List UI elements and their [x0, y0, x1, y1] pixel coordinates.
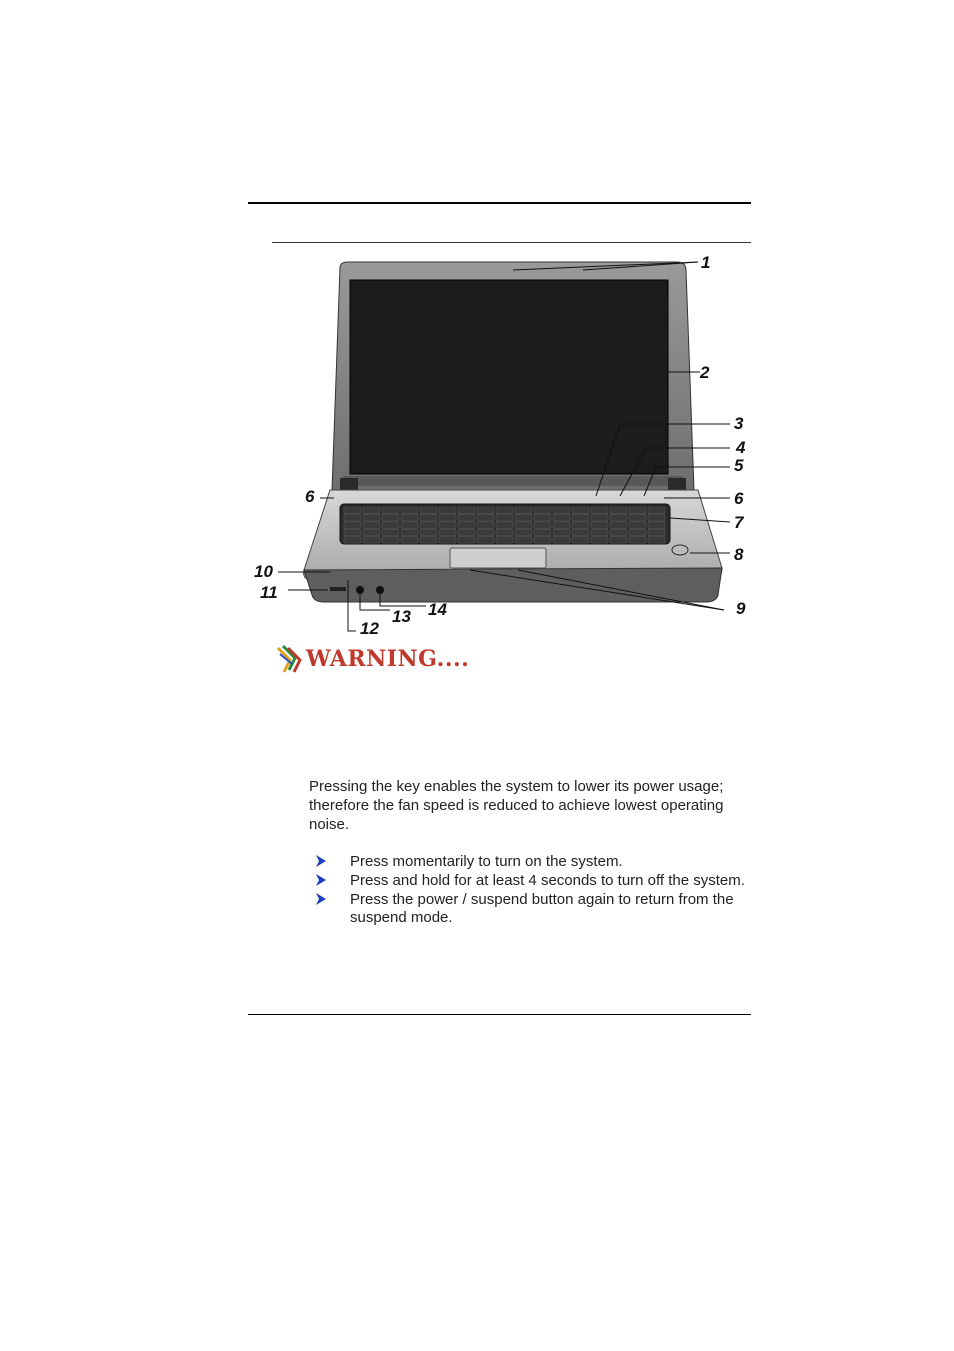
- keyboard-key: [496, 514, 513, 521]
- keyboard-key: [534, 514, 551, 521]
- keyboard-key: [401, 522, 418, 529]
- keyboard-key: [458, 507, 475, 514]
- keyboard-key: [401, 537, 418, 544]
- keyboard-key: [496, 529, 513, 536]
- callout-8: 8: [734, 545, 744, 564]
- keyboard-key: [553, 514, 570, 521]
- keyboard-key: [363, 522, 380, 529]
- keyboard-key: [515, 507, 532, 514]
- keyboard-key: [401, 529, 418, 536]
- keyboard-key: [420, 514, 437, 521]
- keyboard-key: [477, 522, 494, 529]
- keyboard-keys: [344, 507, 665, 543]
- footer-rule: [248, 1014, 751, 1015]
- callout-12: 12: [360, 619, 379, 638]
- keyboard-key: [439, 514, 456, 521]
- keyboard-key: [572, 537, 589, 544]
- keyboard-key: [553, 522, 570, 529]
- keyboard-key: [629, 507, 646, 514]
- keyboard-key: [344, 514, 361, 521]
- keyboard-key: [629, 514, 646, 521]
- keyboard-key: [458, 537, 475, 544]
- keyboard-key: [591, 507, 608, 514]
- touchpad: [450, 548, 546, 568]
- keyboard-key: [344, 507, 361, 514]
- keyboard-key: [344, 529, 361, 536]
- keyboard-key: [515, 522, 532, 529]
- keyboard-key: [477, 537, 494, 544]
- keyboard-key: [629, 537, 646, 544]
- keyboard-key: [458, 529, 475, 536]
- section-rule: [272, 242, 751, 243]
- keyboard-key: [629, 529, 646, 536]
- keyboard-key: [610, 529, 627, 536]
- list-item-text: Press and hold for at least 4 seconds to turn off the system.: [350, 872, 745, 889]
- callout-13: 13: [392, 607, 411, 626]
- callout-9: 9: [736, 599, 746, 618]
- keyboard-key: [515, 537, 532, 544]
- keyboard-key: [420, 537, 437, 544]
- keyboard-key: [534, 522, 551, 529]
- callout-6-left: 6: [305, 487, 315, 506]
- header-rule: [248, 202, 751, 204]
- keyboard-key: [363, 514, 380, 521]
- keyboard-key: [515, 529, 532, 536]
- keyboard-key: [344, 537, 361, 544]
- keyboard-key: [420, 522, 437, 529]
- keyboard-key: [553, 537, 570, 544]
- keyboard-key: [591, 537, 608, 544]
- laptop-figure: [248, 250, 758, 640]
- list-item: [314, 891, 754, 927]
- instruction-list: [314, 853, 754, 928]
- keyboard-key: [515, 514, 532, 521]
- callout-6-right: 6: [734, 489, 744, 508]
- list-item-text: Press the power / suspend button again to return from the suspend mode.: [350, 891, 734, 926]
- keyboard-key: [477, 529, 494, 536]
- keyboard-key: [572, 507, 589, 514]
- keyboard-key: [439, 522, 456, 529]
- keyboard-key: [610, 537, 627, 544]
- keyboard-key: [477, 514, 494, 521]
- keyboard-key: [363, 507, 380, 514]
- arrow-bullet-icon: [314, 892, 328, 906]
- keyboard-key: [553, 507, 570, 514]
- keyboard-key: [458, 514, 475, 521]
- keyboard-key: [420, 507, 437, 514]
- arrow-bullet-icon: [314, 873, 328, 887]
- keyboard-key: [648, 514, 665, 521]
- callout-4: 4: [736, 438, 746, 457]
- callout-1: 1: [701, 253, 711, 272]
- keyboard-key: [534, 537, 551, 544]
- keyboard-key: [382, 507, 399, 514]
- arrow-bullet-icon: [314, 854, 328, 868]
- keyboard-key: [496, 537, 513, 544]
- warning-arrows-icon: [276, 644, 302, 674]
- callout-11: 11: [260, 583, 278, 602]
- keyboard-key: [439, 529, 456, 536]
- keyboard-key: [648, 529, 665, 536]
- keyboard-key: [382, 529, 399, 536]
- keyboard-key: [477, 507, 494, 514]
- keyboard-key: [439, 507, 456, 514]
- keyboard-key: [496, 522, 513, 529]
- keyboard-key: [629, 522, 646, 529]
- keyboard-key: [458, 522, 475, 529]
- keyboard-key: [591, 529, 608, 536]
- keyboard-key: [534, 529, 551, 536]
- list-item: [314, 853, 754, 871]
- keyboard-key: [382, 514, 399, 521]
- callout-2: 2: [700, 363, 710, 382]
- callout-10: 10: [254, 562, 273, 581]
- keyboard-key: [344, 522, 361, 529]
- callout-7: 7: [734, 513, 744, 532]
- body-paragraph: Pressing the key enables the system to lower its power usage; therefore the fan speed is reduced to achieve lowest operating noise.: [309, 778, 724, 833]
- keyboard-key: [439, 537, 456, 544]
- keyboard-key: [401, 514, 418, 521]
- keyboard-key: [496, 507, 513, 514]
- keyboard-key: [591, 522, 608, 529]
- keyboard-key: [610, 522, 627, 529]
- keyboard-key: [572, 522, 589, 529]
- keyboard-key: [420, 529, 437, 536]
- callout-3: 3: [734, 414, 744, 433]
- keyboard-key: [382, 537, 399, 544]
- keyboard-key: [534, 507, 551, 514]
- power-button: [672, 545, 688, 555]
- keyboard-key: [610, 507, 627, 514]
- screen: [350, 280, 668, 474]
- keyboard-key: [572, 514, 589, 521]
- list-item: [314, 872, 754, 890]
- callout-5: 5: [734, 456, 744, 475]
- keyboard-key: [363, 537, 380, 544]
- keyboard-key: [648, 522, 665, 529]
- warning-banner: [276, 642, 469, 676]
- keyboard-key: [591, 514, 608, 521]
- keyboard-key: [610, 514, 627, 521]
- keyboard-key: [572, 529, 589, 536]
- warning-label: WARNING....: [306, 646, 470, 672]
- keyboard-key: [553, 529, 570, 536]
- keyboard-key: [382, 522, 399, 529]
- keyboard-key: [363, 529, 380, 536]
- keyboard-key: [648, 507, 665, 514]
- callout-14: 14: [428, 600, 447, 619]
- keyboard-key: [401, 507, 418, 514]
- keyboard-key: [648, 537, 665, 544]
- laptop-illustration: [248, 250, 758, 640]
- list-item-text: Press momentarily to turn on the system.: [350, 853, 623, 870]
